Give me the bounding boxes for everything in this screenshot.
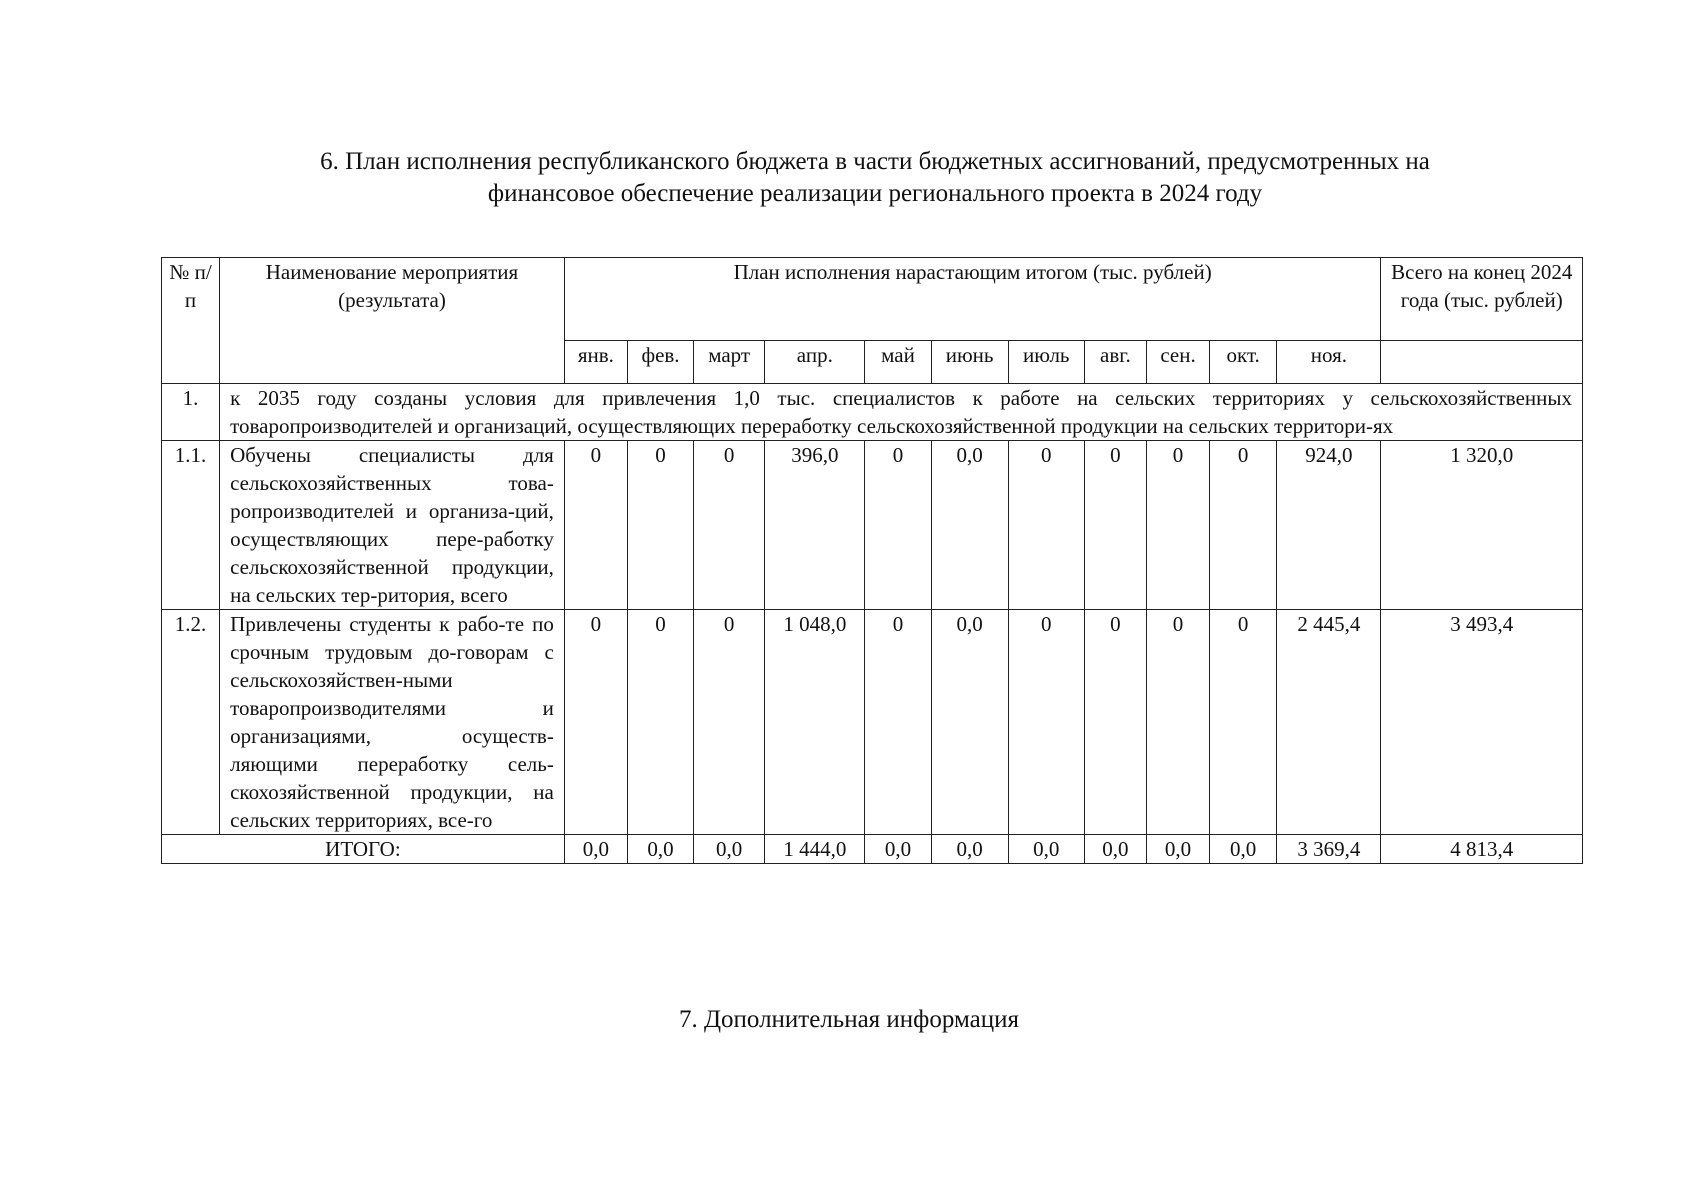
row-total: 1 320,0 xyxy=(1381,441,1583,610)
row-total: 3 493,4 xyxy=(1381,610,1583,835)
total-value: 1 444,0 xyxy=(765,835,865,864)
total-value: 0,0 xyxy=(931,835,1008,864)
section-7-title: 7. Дополнительная информация xyxy=(678,1006,1020,1033)
table-row xyxy=(162,441,1583,610)
month-header: фев. xyxy=(627,341,693,384)
row-value: 0 xyxy=(627,441,693,610)
goal-text: к 2035 году созданы условия для привлечения 1,0 тыс. специалистов к работе на сельских территориях у сельскохозяйственных товаропроизводителей и организаций, осуществляющих переработку сельскохозяйственной продукции на сельских территори-ях xyxy=(220,384,1583,441)
row-value: 0 xyxy=(865,441,931,610)
row-value: 0,0 xyxy=(931,441,1008,610)
total-value: 3 369,4 xyxy=(1277,835,1381,864)
header-plan: План исполнения нарастающим итогом (тыс. рублей) xyxy=(564,258,1381,341)
row-number: 1.2. xyxy=(162,610,220,835)
row-number: 1.1. xyxy=(162,441,220,610)
grand-total: 4 813,4 xyxy=(1381,835,1583,864)
row-value: 0 xyxy=(694,441,765,610)
section-6-title-line-2: финансовое обеспечение реализации регионального проекта в 2024 году xyxy=(487,180,1263,207)
total-value: 0,0 xyxy=(564,835,627,864)
month-header: сен. xyxy=(1146,341,1209,384)
row-value: 0 xyxy=(627,610,693,835)
budget-plan-table xyxy=(161,257,1583,864)
row-value: 1 048,0 xyxy=(765,610,865,835)
row-name: Привлечены студенты к рабо-те по срочным трудовым до-говорам с сельскохозяйствен-ными товаропроизводителями и организациями, осуществ-ляющими переработку сель-скохозяйственной продукции, на сельских территориях, все-го xyxy=(220,610,565,835)
month-header: июнь xyxy=(931,341,1008,384)
table-row xyxy=(162,610,1583,835)
row-value: 2 445,4 xyxy=(1277,610,1381,835)
month-header-empty xyxy=(1381,341,1583,384)
row-value: 0,0 xyxy=(931,610,1008,835)
month-header: июль xyxy=(1008,341,1084,384)
row-value: 0 xyxy=(694,610,765,835)
month-header: авг. xyxy=(1084,341,1146,384)
total-value: 0,0 xyxy=(1084,835,1146,864)
goal-number: 1. xyxy=(162,384,220,441)
section-6-title-line-1: 6. План исполнения республиканского бюджета в части бюджетных ассигнований, предусмотренных на xyxy=(320,148,1430,175)
total-value: 0,0 xyxy=(1008,835,1084,864)
total-value: 0,0 xyxy=(694,835,765,864)
row-value: 0 xyxy=(865,610,931,835)
month-header: ноя. xyxy=(1277,341,1381,384)
row-value: 0 xyxy=(1084,441,1146,610)
row-value: 0 xyxy=(1210,441,1277,610)
row-value: 0 xyxy=(564,610,627,835)
row-value: 0 xyxy=(1008,610,1084,835)
row-value: 0 xyxy=(1146,441,1209,610)
row-value: 396,0 xyxy=(765,441,865,610)
month-header: май xyxy=(865,341,931,384)
month-header: окт. xyxy=(1210,341,1277,384)
row-value: 0 xyxy=(1146,610,1209,835)
row-value: 924,0 xyxy=(1277,441,1381,610)
header-total: Всего на конец 2024 года (тыс. рублей) xyxy=(1381,258,1583,341)
row-value: 0 xyxy=(1008,441,1084,610)
goal-row xyxy=(162,384,1583,441)
month-header: март xyxy=(694,341,765,384)
month-header: янв. xyxy=(564,341,627,384)
total-value: 0,0 xyxy=(1210,835,1277,864)
row-value: 0 xyxy=(1210,610,1277,835)
total-row xyxy=(162,835,1583,864)
total-value: 0,0 xyxy=(627,835,693,864)
section-6-title xyxy=(160,146,1590,210)
header-number: № п/п xyxy=(162,258,220,384)
row-name: Обучены специалисты для сельскохозяйственных това-ропроизводителей и организа-ций, осуществляющих пере-работку сельскохозяйственной продукции, на сельских тер-ритория, всего xyxy=(220,441,565,610)
row-value: 0 xyxy=(564,441,627,610)
row-value: 0 xyxy=(1084,610,1146,835)
total-value: 0,0 xyxy=(1146,835,1209,864)
total-label: ИТОГО: xyxy=(162,835,565,864)
total-value: 0,0 xyxy=(865,835,931,864)
month-header: апр. xyxy=(765,341,865,384)
header-name: Наименование мероприятия (результата) xyxy=(220,258,565,384)
table-header-row xyxy=(162,258,1583,341)
